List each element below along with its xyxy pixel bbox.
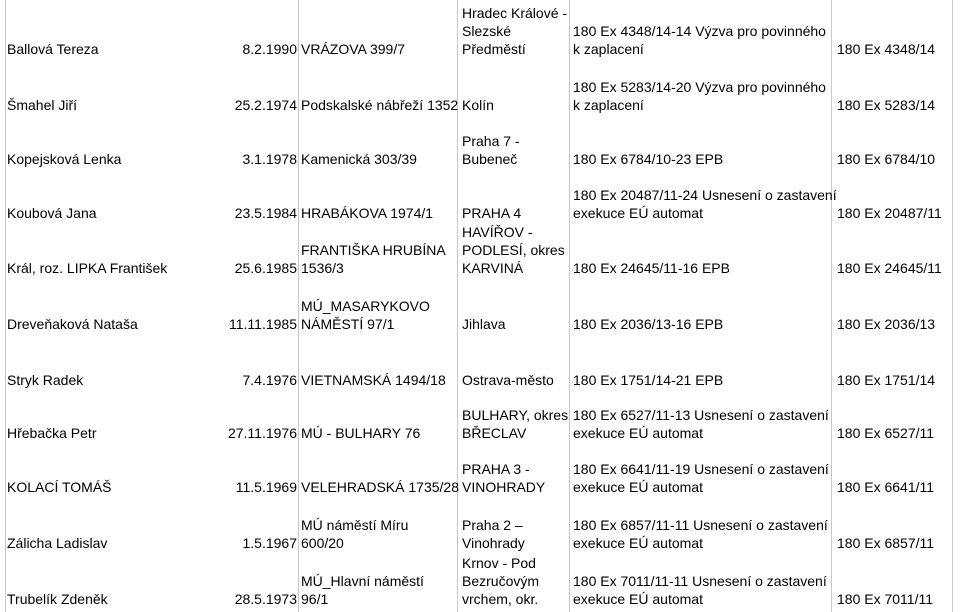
city: Praha 2 – Vinohrady [462,517,525,551]
city: Jihlava [462,316,506,332]
file-number: 180 Ex 24645/11 [837,260,942,276]
address: Podskalské nábřeží 1352 [301,97,459,113]
city: PRAHA 4 [462,205,522,221]
case-document: 180 Ex 24645/11-16 EPB [573,260,730,276]
person-name: Stryk Radek [7,372,84,388]
address: MÚ - BULHARY 76 [301,425,421,441]
table-row [0,554,960,610]
case-document: 180 Ex 20487/11-24 Usnesení o zastavení exekuce EÚ automat [573,187,837,221]
file-number: 180 Ex 6527/11 [837,425,935,441]
table-row [0,224,960,279]
file-number: 180 Ex 6784/10 [837,151,936,167]
table-row [0,60,960,116]
table-row [0,170,960,224]
file-number: 180 Ex 1751/14 [837,372,936,388]
case-document: 180 Ex 7011/11-11 Usnesení o zastavení exekuce EÚ automat [573,573,827,607]
city: BULHARY, okres BŘECLAV [462,407,569,441]
address: MÚ náměstí Míru 600/20 [301,517,409,551]
address: HRABÁKOVA 1974/1 [301,205,434,221]
birth-date: 27.11.1976 [227,425,297,441]
city: Hradec Králové - Slezské Předměstí [462,5,568,57]
city: PRAHA 3 - VINOHRADY [462,461,546,495]
case-document: 180 Ex 6857/11-11 Usnesení o zastavení exekuce EÚ automat [573,517,828,551]
case-document: 180 Ex 6527/11-13 Usnesení o zastavení exekuce EÚ automat [573,407,829,441]
person-name: Dreveňaková Nataša [7,316,138,332]
birth-date: 28.5.1973 [234,591,297,607]
table-row [0,279,960,335]
birth-date: 11.11.1985 [229,316,297,332]
birth-date: 3.1.1978 [242,151,297,167]
case-document: 180 Ex 2036/13-16 EPB [573,316,724,332]
case-document: 180 Ex 6641/11-19 Usnesení o zastavení exekuce EÚ automat [573,461,829,495]
city: Krnov - Pod Bezručovým vrchem, okr. [462,555,540,607]
birth-date: 1.5.1967 [242,535,297,551]
address: MÚ_Hlavní náměstí 96/1 [301,573,424,607]
table-row [0,498,960,554]
person-name: Šmahel Jiří [7,97,78,113]
city: Ostrava-město [462,372,554,388]
birth-date: 23.5.1984 [234,205,297,221]
table-row [0,335,960,391]
address: VRÁZOVA 399/7 [301,41,406,57]
file-number: 180 Ex 20487/11 [837,205,942,221]
person-name: Koubová Jana [7,205,97,221]
person-name: Ballová Tereza [7,41,99,57]
birth-date: 25.2.1974 [234,97,297,113]
table-row [0,116,960,170]
city: HAVÍŘOV - PODLESÍ, okres KARVINÁ [462,224,565,276]
address: Kamenická 303/39 [301,151,417,167]
file-number: 180 Ex 6857/11 [837,535,935,551]
case-document: 180 Ex 1751/14-21 EPB [573,372,724,388]
file-number: 180 Ex 5283/14 [837,97,936,113]
address: MÚ_MASARYKOVO NÁMĚSTÍ 97/1 [301,298,430,332]
file-number: 180 Ex 7011/11 [837,591,934,607]
file-number: 180 Ex 2036/13 [837,316,936,332]
case-document: 180 Ex 4348/14-14 Výzva pro povinného k zaplacení [573,23,826,57]
table-row [0,444,960,498]
city: Kolín [462,97,494,113]
birth-date: 7.4.1976 [242,372,297,388]
person-name: Kopejsková Lenka [7,151,122,167]
file-number: 180 Ex 6641/11 [837,479,935,495]
table-row [0,391,960,444]
case-document: 180 Ex 5283/14-20 Výzva pro povinného k zaplacení [573,79,826,113]
city: Praha 7 - Bubeneč [462,133,520,167]
person-name: KOLACÍ TOMÁŠ [7,479,112,495]
table-row [0,0,960,60]
birth-date: 8.2.1990 [242,41,297,57]
person-name: Zálicha Ladislav [7,535,108,551]
file-number: 180 Ex 4348/14 [837,41,936,57]
address: VIETNAMSKÁ 1494/18 [301,372,446,388]
address: VELEHRADSKÁ 1735/28 [301,479,459,495]
person-name: Trubelík Zdeněk [7,591,108,607]
address: FRANTIŠKA HRUBÍNA 1536/3 [301,242,446,276]
person-name: Král, roz. LIPKA František [7,260,168,276]
birth-date: 11.5.1969 [235,479,297,495]
person-name: Hřebačka Petr [7,425,97,441]
birth-date: 25.6.1985 [234,260,297,276]
case-document: 180 Ex 6784/10-23 EPB [573,151,724,167]
